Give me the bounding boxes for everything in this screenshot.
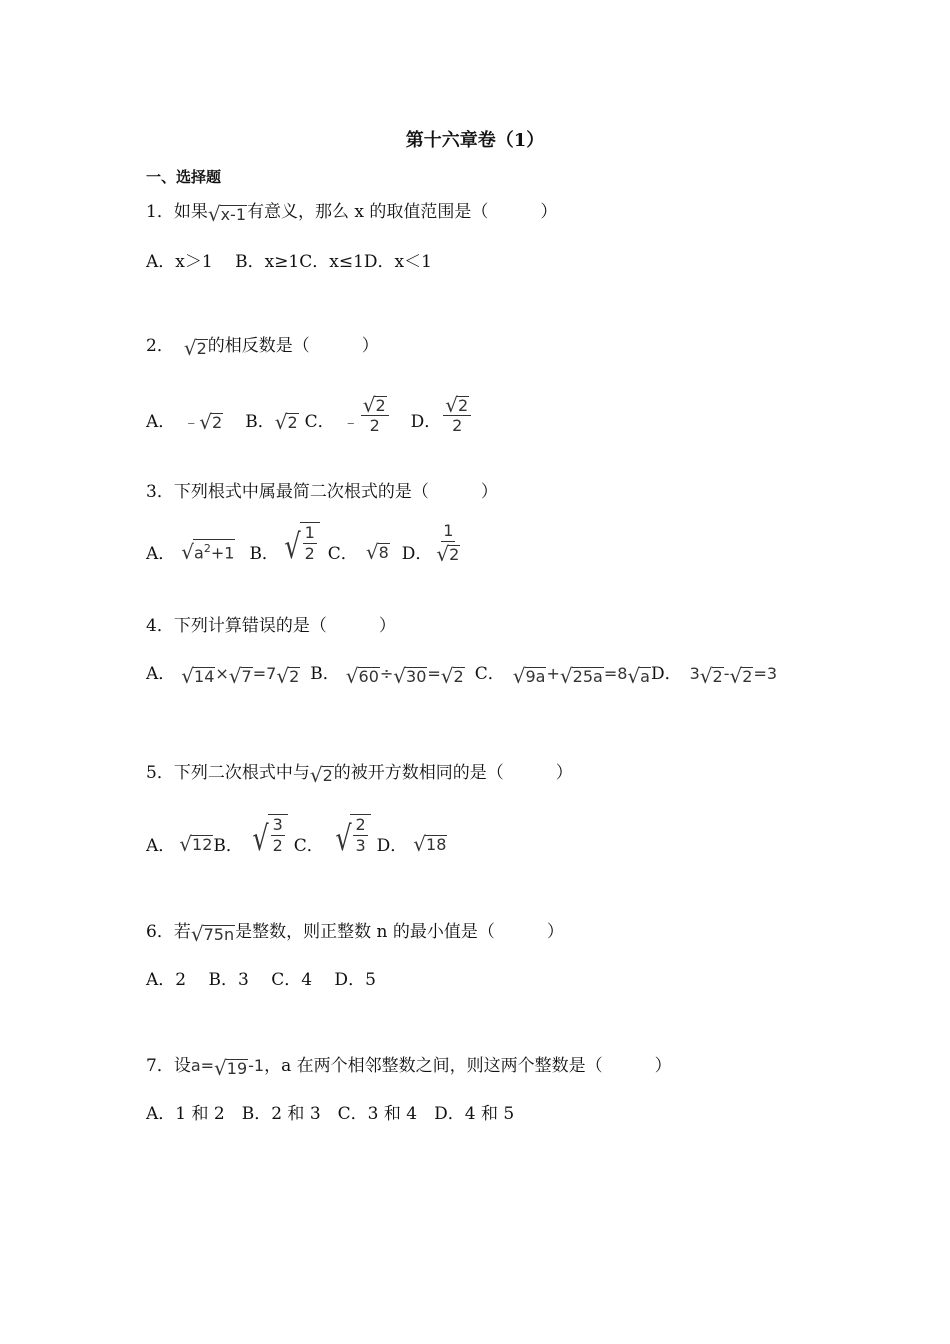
option-c-expr: √ 9a + √ 25a =8 √ a	[512, 664, 650, 688]
option-b-expr: √ 2	[274, 410, 298, 434]
option-c-label: C．	[293, 836, 324, 856]
option-a-label: A．	[146, 664, 176, 684]
option-a-expr: √ $a^2+1$	[181, 540, 235, 564]
question-number: 7．	[146, 1056, 174, 1076]
option-b-expr: √ 60 ÷ √ 30 = √ 2	[345, 664, 464, 688]
question-text: 下列根式中属最简二次根式的是（	[173, 482, 429, 502]
question-text-pre: 设	[173, 1056, 191, 1076]
page-title: 第十六章卷（1）	[405, 130, 545, 151]
question-3: 3．下列根式中属最简二次根式的是（ ）	[146, 482, 498, 502]
options-3	[146, 518, 464, 568]
question-5: 5．下列二次根式中与 √ 2 的被开方数相同的是（ ）	[146, 763, 573, 787]
option-b-expr: √ $\frac{1}{2}$	[279, 522, 320, 564]
option-b-expr: √ $\frac{3}{2}$	[247, 814, 288, 856]
option-b-label: B．	[245, 412, 275, 432]
option-a-label: A．	[146, 412, 176, 432]
option-b-label: B．	[213, 836, 243, 856]
question-text-post: 的被开方数相同的是（	[333, 763, 504, 783]
question-text-post: ，a 在两个相邻整数之间，则这两个整数是（	[264, 1056, 603, 1076]
options-6: A．2 B．3 C．4 D．5	[146, 970, 376, 990]
option-a-expr: √ 2	[199, 410, 223, 434]
option-d-expr: √ 2 2	[443, 393, 471, 436]
options-4	[146, 662, 777, 686]
question-4: 4．下列计算错误的是（ ）	[146, 616, 396, 636]
question-text-post: 有意义，那么 x 的取值范围是（	[247, 202, 489, 222]
option-c-expr: √ $\frac{2}{3}$	[330, 814, 371, 856]
question-text-pre: 下列二次根式中与	[173, 763, 310, 783]
option-b-label: B．	[310, 664, 340, 684]
options-7: A．1 和 2 B．2 和 3 C．3 和 4 D．4 和 5	[146, 1104, 515, 1124]
question-6: 6．若 √ 75n 是整数，则正整数 n 的最小值是（ ）	[146, 922, 564, 946]
option-a-label: A．	[146, 544, 176, 564]
radical-expression: √ 2	[183, 336, 207, 360]
option-d-label: D．	[650, 664, 682, 684]
options-2: A． ﹣ √ 2 B． √ 2 C． ﹣ √ 2 2 D． √ 2 2	[146, 402, 473, 442]
radical-expression: √ x-1	[207, 202, 246, 226]
option-a-label: A．	[146, 836, 176, 856]
option-d-label: D．	[376, 836, 408, 856]
option-d-expr: √ 18	[413, 832, 447, 856]
option-c-label: C．	[304, 412, 335, 432]
option-b-label: B．	[249, 544, 279, 564]
option-c-expr: √ 2 2	[361, 393, 389, 436]
question-1: 1．如果 √ x-1 有意义，那么 x 的取值范围是（ ）	[146, 202, 558, 226]
option-c-expr: √ 8	[365, 540, 389, 564]
question-text: 下列计算错误的是（	[173, 616, 327, 636]
option-a-expr: √ 14 × √ 7 =7 √ 2	[181, 664, 300, 688]
question-number: 4．	[146, 616, 174, 636]
question-text-post: 是整数，则正整数 n 的最小值是（	[235, 922, 495, 942]
options-1: A．x＞1 B．x≥1C．x≤1D．x＜1	[146, 252, 432, 272]
question-number: 5．	[146, 763, 174, 783]
option-c-label: C．	[474, 664, 505, 684]
question-2: 2． √ 2 的相反数是（ ）	[146, 336, 379, 360]
radical-expression: √ 2	[309, 763, 333, 787]
question-number: 6．	[146, 922, 174, 942]
question-7: 7．设a= √ 19 -1，a 在两个相邻整数之间，则这两个整数是（ ）	[146, 1056, 672, 1080]
question-number: 3．	[146, 482, 174, 502]
option-d-expr: 1 √ 2	[436, 521, 460, 566]
option-c-label: C．	[327, 544, 358, 564]
option-d-expr: 3 √ 2 - √ 2 =3	[689, 664, 778, 688]
question-number: 2．	[146, 336, 174, 356]
option-d-label: D．	[410, 412, 442, 432]
section-heading: 一、选择题	[146, 168, 222, 186]
question-number: 1．	[146, 202, 174, 222]
question-text: 的相反数是（	[207, 336, 310, 356]
option-a-expr: √ 12	[179, 832, 213, 856]
question-text-pre: 如果	[173, 202, 208, 222]
radical-expression: √ 75n	[190, 922, 235, 946]
question-text-pre: 若	[173, 922, 191, 942]
option-d-label: D．	[401, 544, 433, 564]
radical-expression: √ 19	[214, 1056, 248, 1080]
options-5	[146, 806, 447, 860]
